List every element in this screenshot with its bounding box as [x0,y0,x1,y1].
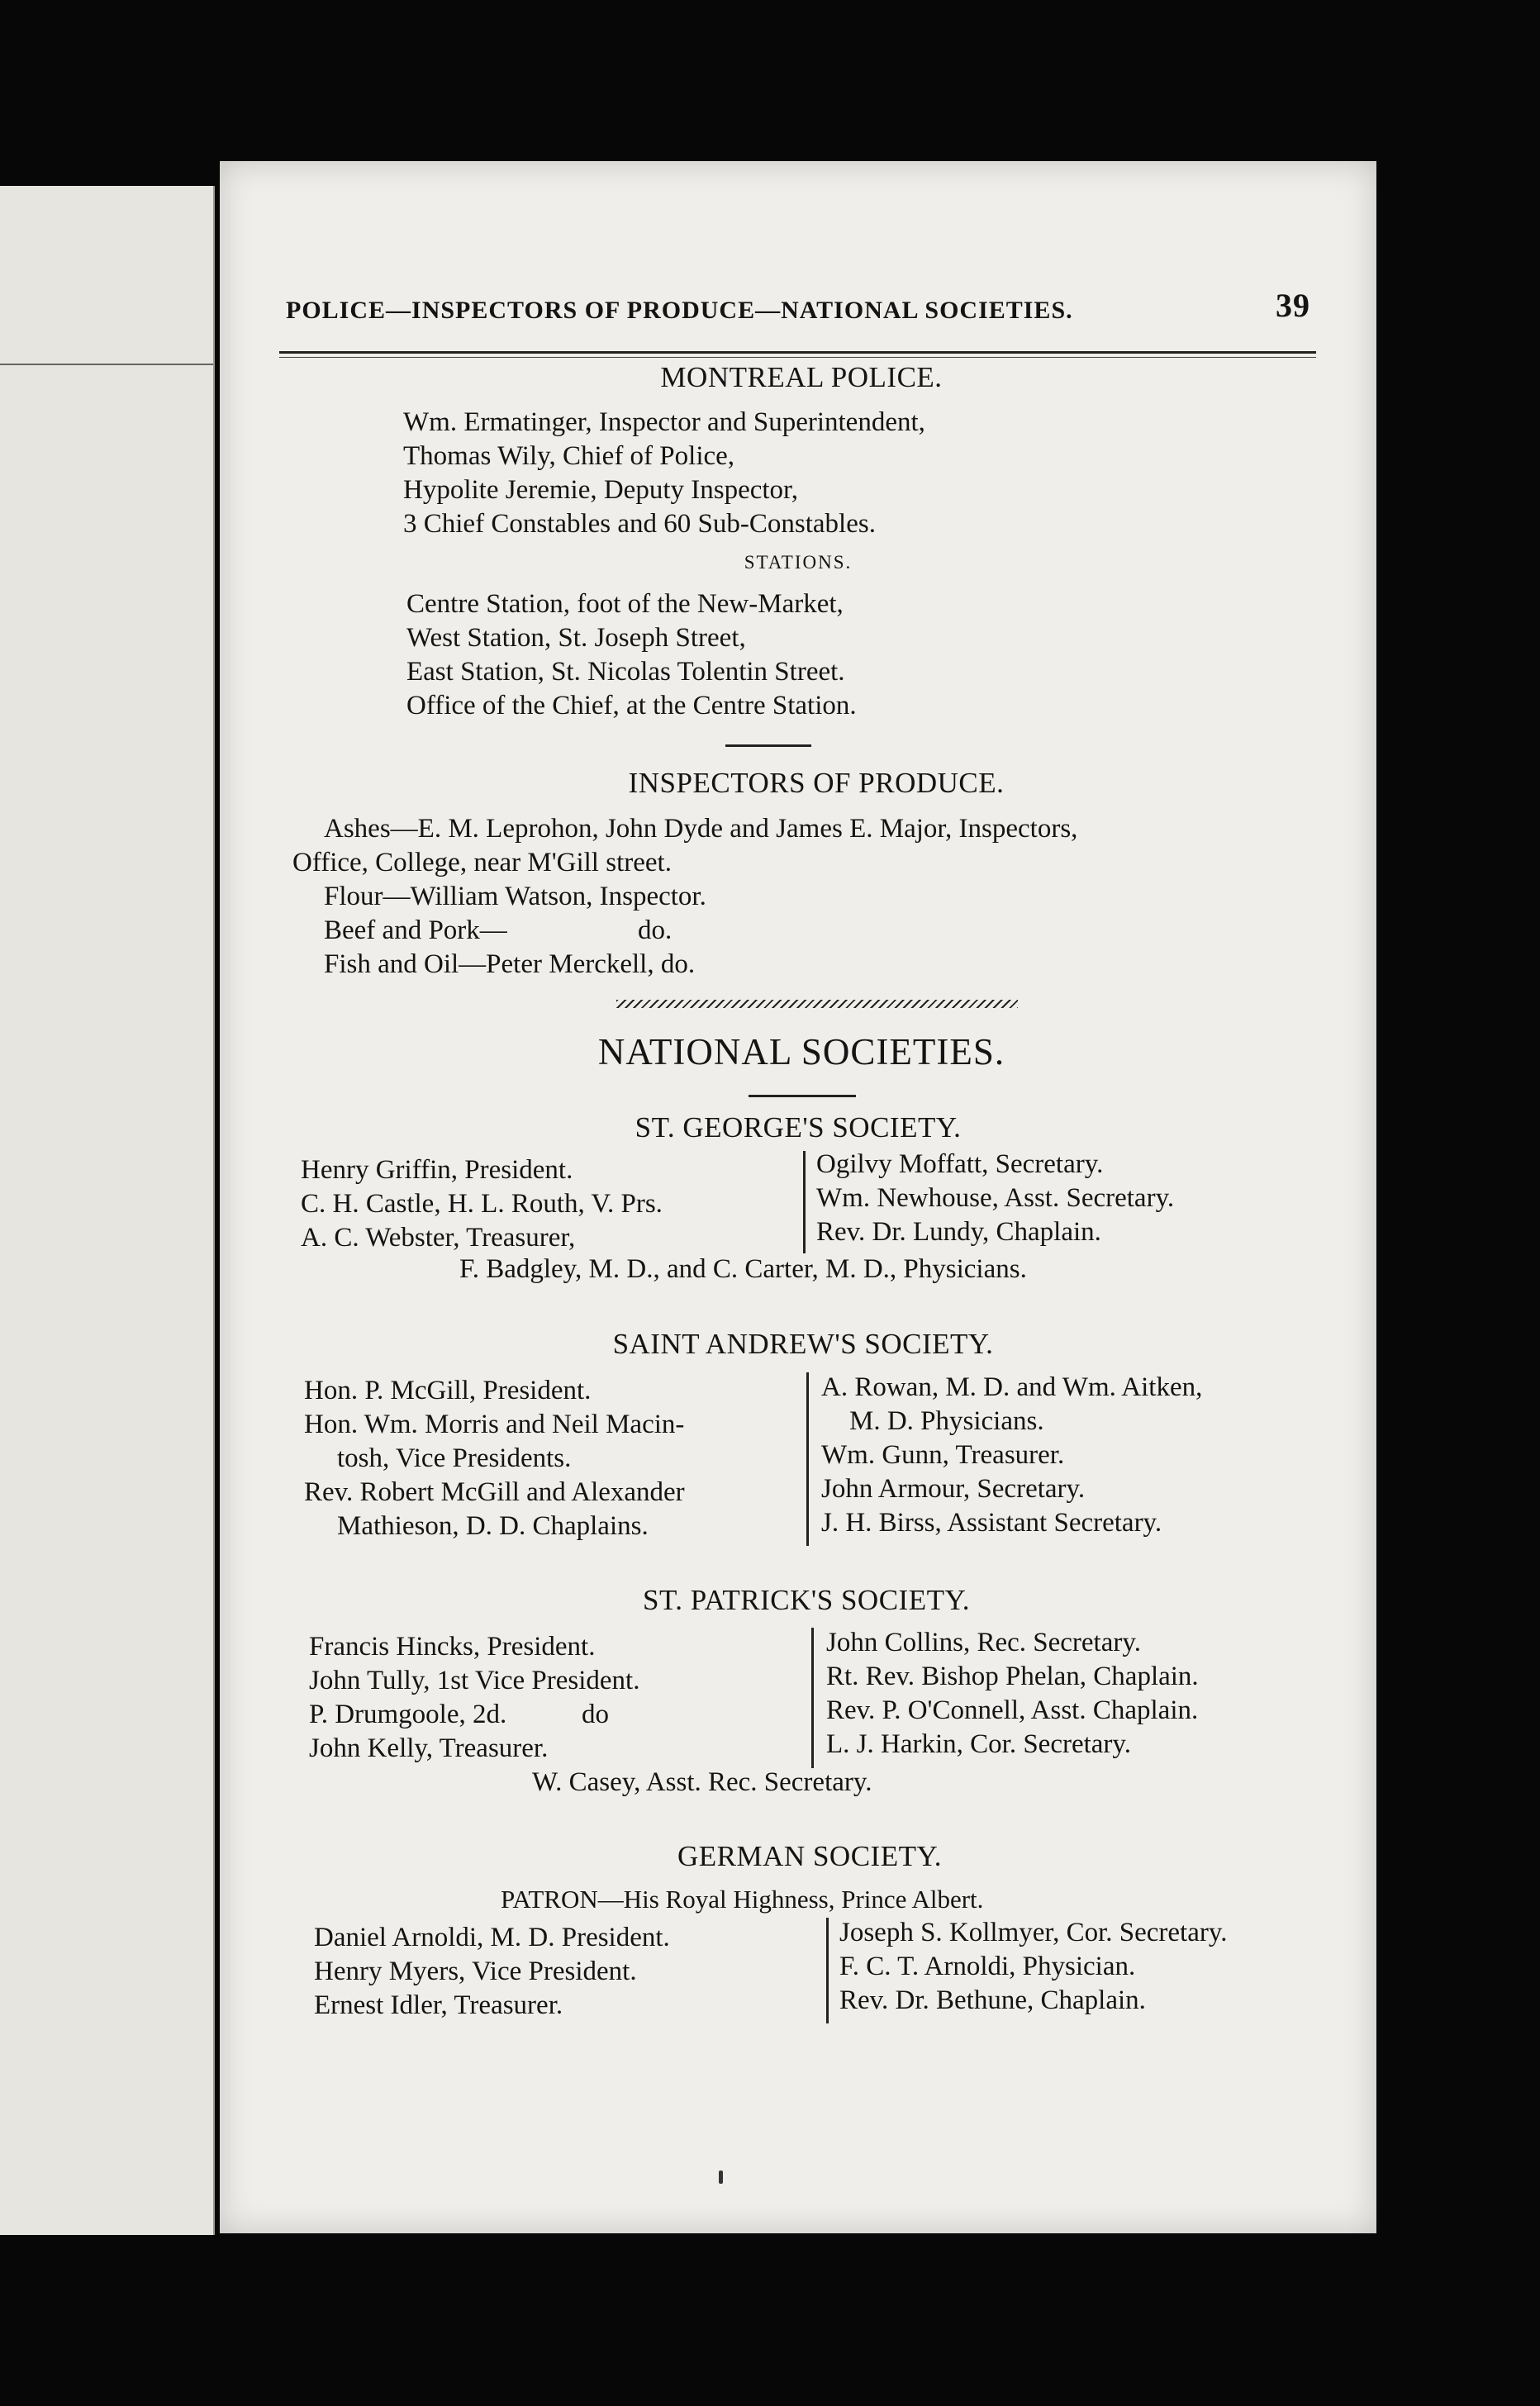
german-right: Rev. Dr. Bethune, Chaplain. [839,1985,1146,2015]
st-george-right: Wm. Newhouse, Asst. Secretary. [816,1183,1175,1213]
police-title: MONTREAL POLICE. [660,361,943,393]
st-andrew-left: Hon. Wm. Morris and Neil Macin- [304,1410,685,1439]
german-right: F. C. T. Arnoldi, Physician. [839,1952,1136,1981]
facing-page-edge [0,186,215,2235]
st-george-footer: F. Badgley, M. D., and C. Carter, M. D., Physicians. [459,1254,1027,1284]
st-patrick-left: P. Drumgoole, 2d. [309,1700,507,1729]
column-divider [826,1918,829,2023]
st-andrew-right: A. Rowan, M. D. and Wm. Aitken, [821,1372,1203,1402]
st-andrew-left: Hon. P. McGill, President. [304,1376,592,1405]
header-rule [279,351,1316,354]
st-patrick-right: L. J. Harkin, Cor. Secretary. [826,1729,1132,1759]
header-rule-thin [279,357,1316,358]
st-patrick-left: John Tully, 1st Vice President. [309,1666,640,1695]
wavy-rule [616,1000,1018,1008]
running-title: POLICE—INSPECTORS OF PRODUCE—NATIONAL SOCIETIES. [286,297,1073,324]
st-patrick-left-ditto: do [582,1700,609,1729]
german-title: GERMAN SOCIETY. [677,1840,942,1872]
column-divider [811,1628,814,1768]
national-title: NATIONAL SOCIETIES. [597,1031,1005,1072]
german-left: Ernest Idler, Treasurer. [314,1990,563,2020]
running-header [286,275,1310,325]
st-patrick-right: John Collins, Rec. Secretary. [826,1628,1141,1657]
st-andrew-left: Rev. Robert McGill and Alexander [304,1477,685,1507]
st-andrew-left: Mathieson, D. D. Chaplains. [337,1511,649,1541]
german-patron: PATRON—His Royal Highness, Prince Albert. [501,1885,984,1914]
page-number: 39 [1276,287,1310,324]
st-patrick-footer: W. Casey, Asst. Rec. Secretary. [532,1767,872,1797]
produce-line-ditto: do. [638,915,673,945]
st-andrew-right: J. H. Birss, Assistant Secretary. [821,1508,1162,1538]
produce-title: INSPECTORS OF PRODUCE. [628,767,1005,799]
printer-mark [719,2171,723,2184]
police-line: Wm. Ermatinger, Inspector and Superintendent, [403,407,925,437]
produce-line: Beef and Pork— [324,915,507,945]
st-andrew-title: SAINT ANDREW'S SOCIETY. [612,1328,994,1360]
st-andrew-right: Wm. Gunn, Treasurer. [821,1440,1065,1470]
german-left: Henry Myers, Vice President. [314,1957,637,1986]
section-rule [725,744,811,747]
german-right: Joseph S. Kollmyer, Cor. Secretary. [839,1918,1228,1947]
st-george-right: Rev. Dr. Lundy, Chaplain. [816,1217,1101,1247]
st-andrew-right: M. D. Physicians. [849,1406,1044,1436]
st-patrick-right: Rt. Rev. Bishop Phelan, Chaplain. [826,1662,1199,1691]
police-line: Hypolite Jeremie, Deputy Inspector, [403,475,798,505]
produce-line: Fish and Oil—Peter Merckell, do. [324,949,696,979]
st-george-title: ST. GEORGE'S SOCIETY. [635,1111,962,1144]
st-patrick-right: Rev. P. O'Connell, Asst. Chaplain. [826,1695,1199,1725]
facing-page-rule [0,364,213,365]
station-line: Centre Station, foot of the New-Market, [406,589,844,619]
produce-line: Office, College, near M'Gill street. [292,848,672,877]
st-andrew-left: tosh, Vice Presidents. [337,1443,572,1473]
police-line: Thomas Wily, Chief of Police, [403,441,735,471]
station-line: West Station, St. Joseph Street, [406,623,746,653]
produce-line: Flour—William Watson, Inspector. [324,882,706,911]
column-divider [803,1151,806,1253]
stations-title: STATIONS. [744,552,853,573]
station-line: Office of the Chief, at the Centre Station. [406,691,857,720]
st-george-left: A. C. Webster, Treasurer, [301,1223,576,1253]
police-line: 3 Chief Constables and 60 Sub-Constables. [403,509,876,539]
st-george-left: Henry Griffin, President. [301,1155,573,1185]
german-left: Daniel Arnoldi, M. D. President. [314,1923,670,1952]
st-andrew-right: John Armour, Secretary. [821,1474,1086,1504]
st-patrick-left: Francis Hincks, President. [309,1632,596,1662]
column-divider [806,1372,809,1546]
st-patrick-title: ST. PATRICK'S SOCIETY. [643,1584,970,1616]
section-rule [749,1095,856,1097]
book-page [220,161,1376,2233]
station-line: East Station, St. Nicolas Tolentin Street. [406,657,845,687]
st-patrick-left: John Kelly, Treasurer. [309,1733,549,1763]
st-george-left: C. H. Castle, H. L. Routh, V. Prs. [301,1189,663,1219]
st-george-right: Ogilvy Moffatt, Secretary. [816,1149,1104,1179]
produce-line: Ashes—E. M. Leprohon, John Dyde and James E. Major, Inspectors, [324,814,1078,844]
